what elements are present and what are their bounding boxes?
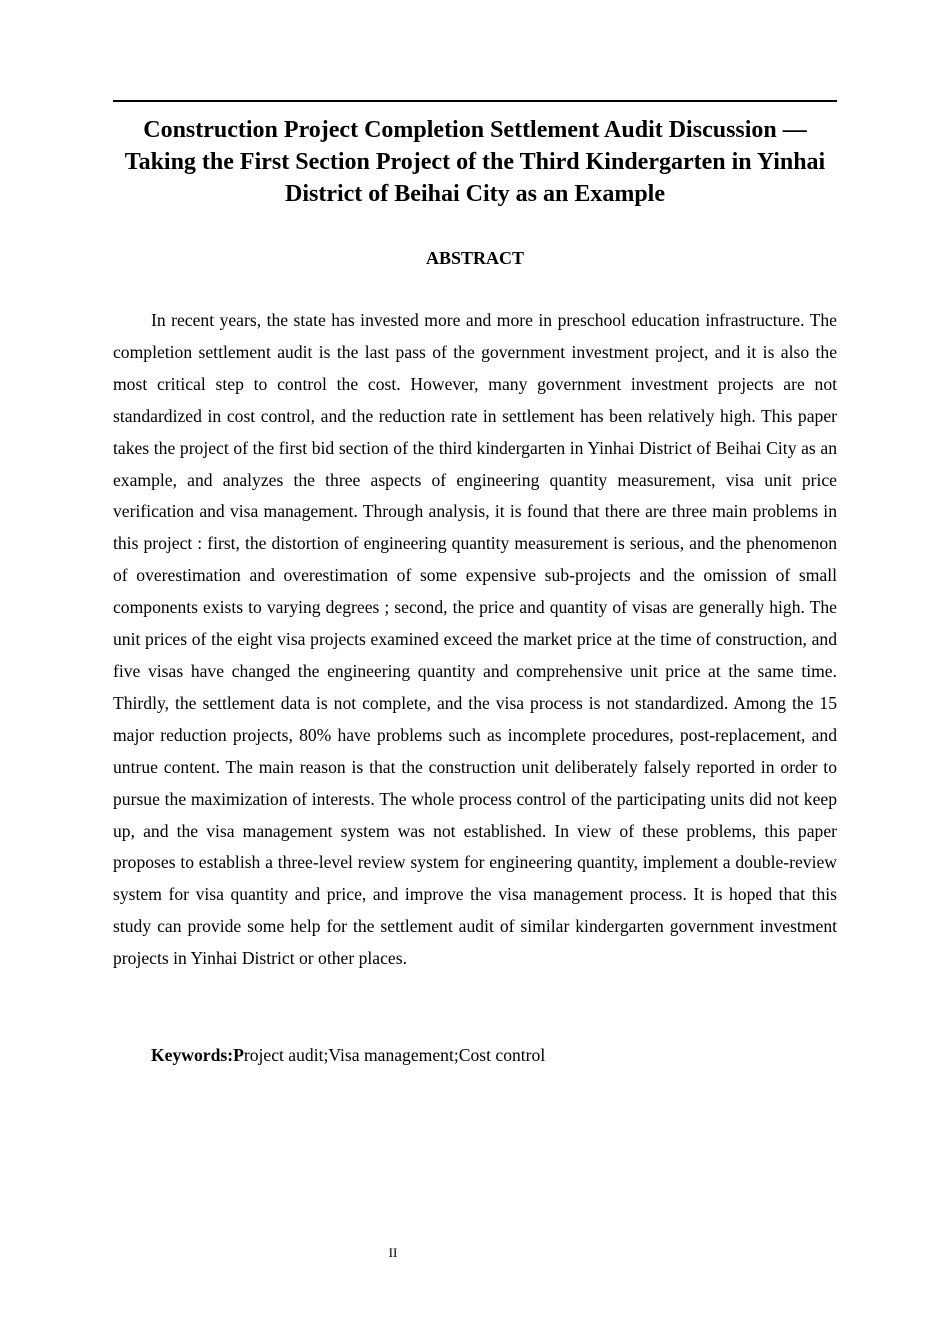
keywords-label: Keywords:P [151, 1045, 244, 1065]
page-number: II [388, 1245, 398, 1260]
abstract-body: In recent years, the state has invested more and more in preschool education infrastructure. The completion settlement audit is the last pass of the government investment project, and it is also the most critical step to control the cost. However, many government investment projects are not standardized in cost control, and the reduction rate in settlement has been relatively high. This paper takes the project of the first bid section of the third kindergarten in Yinhai District of Beihai City as an example, and analyzes the three aspects of engineering quantity measurement, visa unit price verification and visa management. Through analysis, it is found that there are three main problems in this project : first, the distortion of engineering quantity measurement is serious, and the phenomenon of overestimation and overestimation of some expensive sub-projects and the omission of small components exists to varying degrees ; second, the price and quantity of visas are generally high. The unit prices of the eight visa projects examined exceed the market price at the time of construction, and five visas have changed the engineering quantity and comprehensive unit price at the same time. Thirdly, the settlement data is not complete, and the visa process is not standardized. Among the 15 major reduction projects, 80% have problems such as incomplete procedures, post-replacement, and untrue content. The main reason is that the construction unit deliberately falsely reported in order to pursue the maximization of interests. The whole process control of the participating units did not keep up, and the visa management system was not established. In view of these problems, this paper proposes to establish a three-level review system for engineering quantity, implement a double-review system for visa quantity and price, and improve the visa management process. It is hoped that this study can provide some help for the settlement audit of similar kindergarten government investment projects in Yinhai District or other places. [113, 310, 837, 969]
abstract-heading: ABSTRACT [425, 248, 525, 268]
keywords-value: roject audit;Visa management;Cost control [243, 1045, 546, 1065]
keywords-line [113, 1041, 837, 1069]
header-rule [113, 100, 837, 102]
paper-title: Construction Project Completion Settlement Audit Discussion — Taking the First Section Project of the Third Kindergarten in Yinhai District of Beihai City as an Example [124, 117, 826, 207]
